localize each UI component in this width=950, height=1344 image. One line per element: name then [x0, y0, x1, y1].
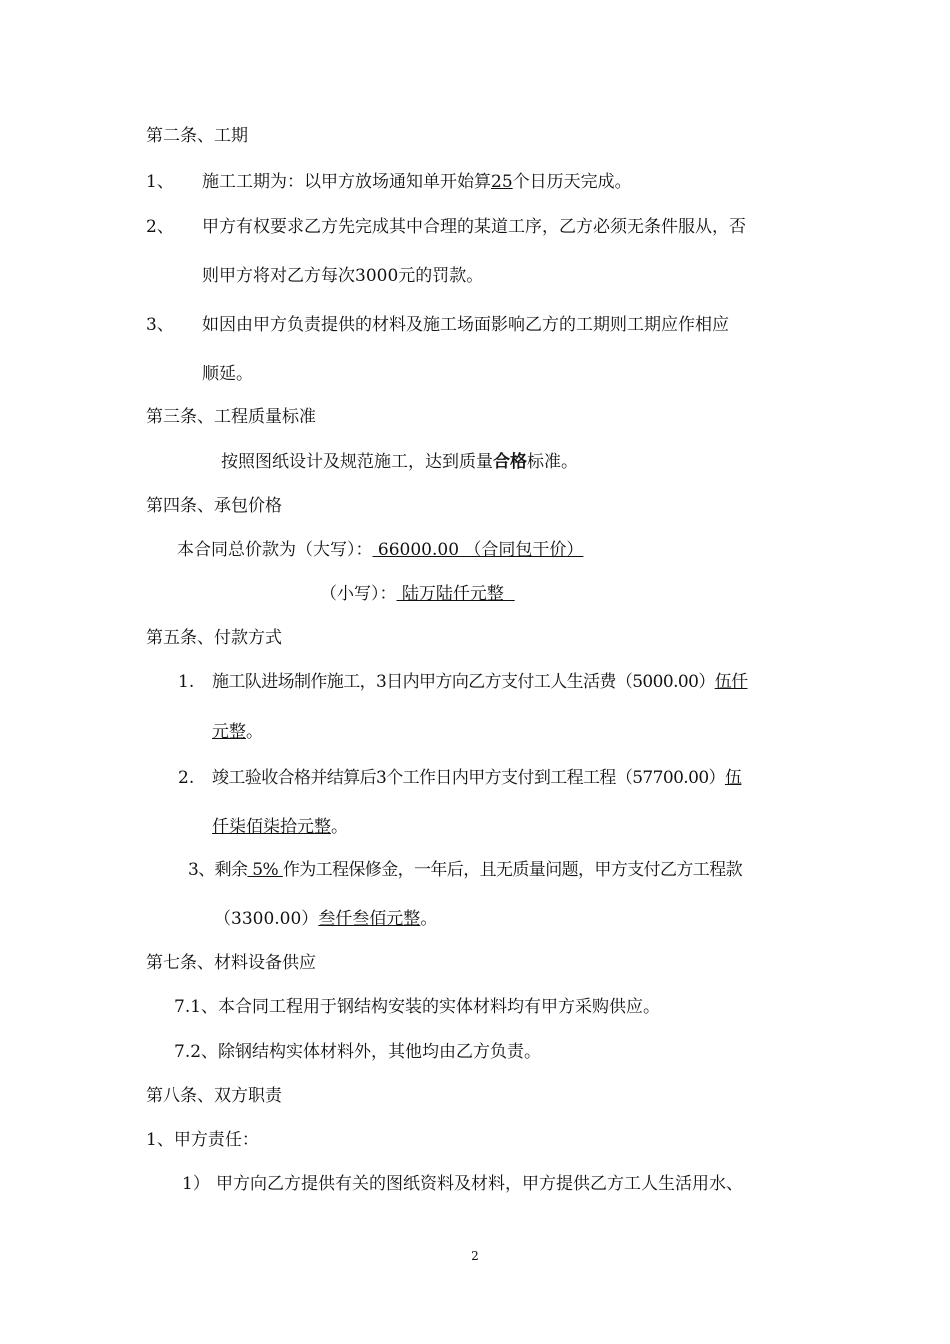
article5-p2-end: 。	[331, 817, 348, 837]
article2-item2-line1: 甲方有权要求乙方先完成其中合理的某道工序，乙方必须无条件服从，否	[202, 217, 746, 237]
article5-p1-text: 施工队进场制作施工，3日内甲方向乙方支付工人生活费（5000.00）	[212, 672, 715, 692]
article5-p2-amount-words-a: 伍	[724, 768, 742, 788]
article8-sub1-item1: 甲方向乙方提供有关的图纸资料及材料，甲方提供乙方工人生活用水、	[216, 1174, 743, 1194]
article2-item3-line1: 如因由甲方负责提供的材料及施工场面影响乙方的工期则工期应作相应	[202, 315, 729, 335]
article2-item3-number: 3、	[146, 315, 174, 335]
article5-p1-end: 。	[246, 722, 263, 742]
article5-p3-text-a: 3、剩余	[188, 860, 248, 880]
article5-p3-line2	[214, 907, 437, 931]
article2-item3-line2: 顺延。	[202, 364, 253, 384]
article5-p3-end: 。	[420, 909, 438, 929]
article2-item2-line2: 则甲方将对乙方每次3000元的罚款。	[202, 266, 484, 286]
article2-heading: 第二条、工期	[146, 126, 248, 146]
article5-p1-amount-words-b: 元整	[212, 722, 246, 742]
article4-heading: 第四条、承包价格	[146, 496, 282, 516]
article2-item1-days: 25	[491, 172, 513, 192]
article3-text	[221, 450, 578, 474]
article8-heading: 第八条、双方职责	[146, 1086, 282, 1106]
article5-p2-text: 竣工验收合格并结算后3个工作日内甲方支付到工程工程（57700.00）	[212, 768, 725, 788]
article5-p3-line1	[188, 858, 742, 882]
article8-sub1: 1、甲方责任：	[146, 1130, 259, 1150]
article4-small	[320, 582, 515, 606]
article7-heading: 第七条、材料设备供应	[146, 953, 316, 973]
article5-p2-line1	[212, 766, 741, 790]
article5-p2-number: 2.	[178, 768, 195, 788]
article5-p3-percent: 5%	[247, 860, 283, 880]
article5-p1-amount-words-a: 伍仟	[714, 672, 748, 692]
article5-p2-amount-words-b: 仟柒佰柒拾元整	[212, 817, 331, 837]
article5-p3-amount-words: 叁仟叁佰元整	[318, 909, 421, 929]
article5-p3-amount: （3300.00）	[214, 909, 319, 929]
article4-total	[177, 538, 583, 562]
article4-small-label: （小写）：	[320, 584, 397, 604]
article5-p1-line1	[212, 670, 748, 694]
article3-text-bold: 合格	[493, 452, 527, 472]
article5-heading: 第五条、付款方式	[146, 628, 282, 648]
article5-p3-text-b: 作为工程保修金，一年后，且无质量问题，甲方支付乙方工程款	[282, 860, 743, 880]
article2-item2-number: 2、	[146, 217, 174, 237]
article2-item1	[202, 170, 632, 194]
article8-sub1-item1-number: 1）	[182, 1174, 210, 1194]
article5-p2-line2	[212, 815, 348, 839]
article7-item2: 7.2、除钢结构实体材料外，其他均由乙方负责。	[174, 1042, 542, 1062]
article3-heading: 第三条、工程质量标准	[146, 407, 316, 427]
article4-total-value: 66000.00 （合同包干价）	[372, 540, 584, 560]
article5-p1-number: 1.	[178, 672, 195, 692]
article4-total-label: 本合同总价款为（大写）：	[177, 540, 373, 560]
article4-small-value: 陆万陆仟元整	[396, 584, 515, 604]
article3-text-b: 标准。	[527, 452, 578, 472]
page-number: 2	[471, 1249, 479, 1263]
article3-text-a: 按照图纸设计及规范施工，达到质量	[221, 452, 493, 472]
article2-item1-text-b: 个日历天完成。	[512, 172, 632, 192]
article2-item1-text-a: 施工工期为：以甲方放场通知单开始算	[202, 172, 491, 192]
article7-item1: 7.1、本合同工程用于钢结构安装的实体材料均有甲方采购供应。	[174, 997, 661, 1017]
article5-p1-line2	[212, 720, 263, 744]
article2-item1-number: 1、	[146, 172, 174, 192]
